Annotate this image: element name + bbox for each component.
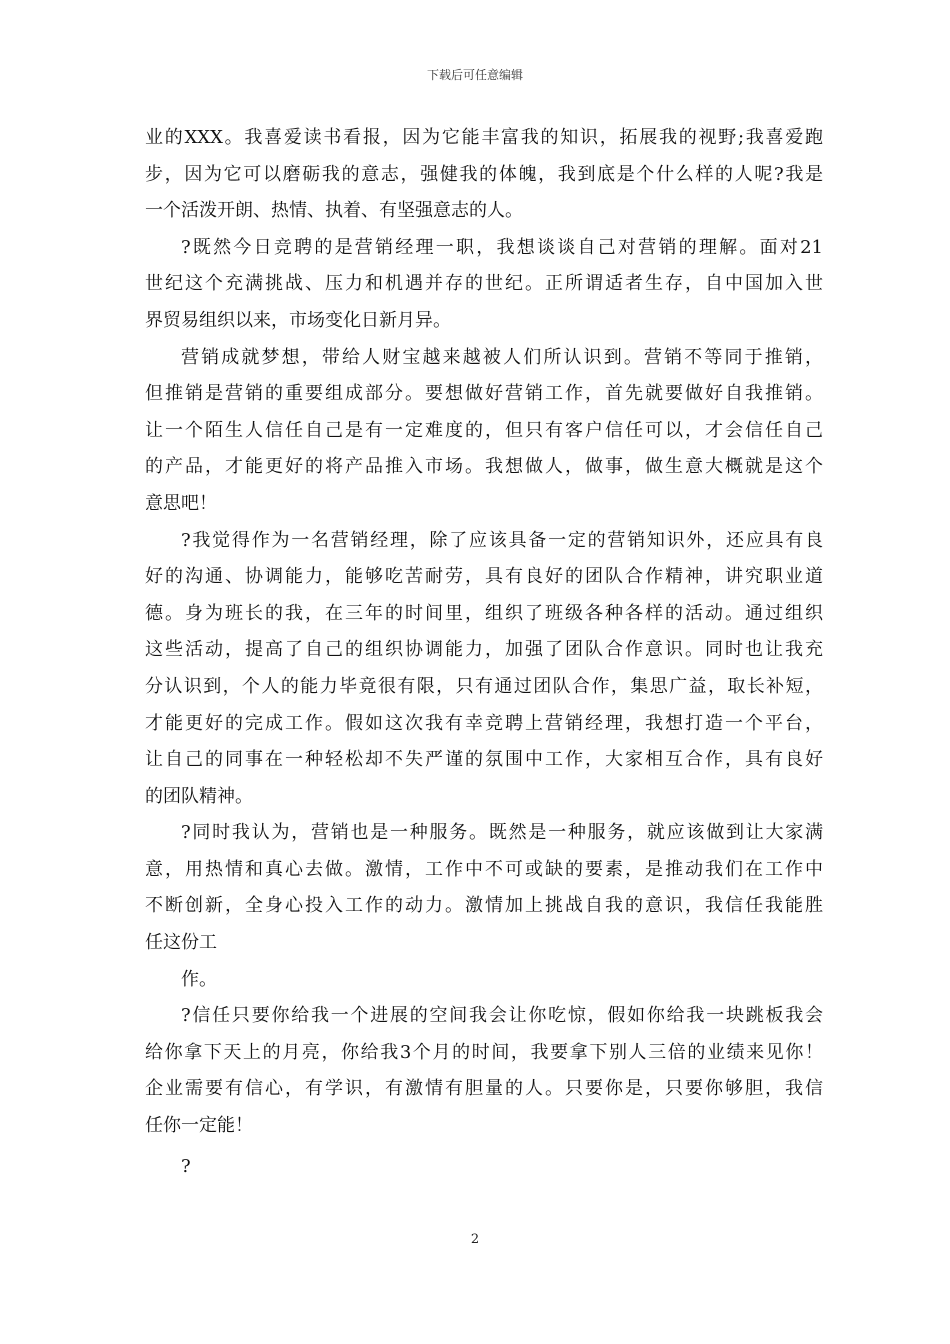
text-line: 营销成就梦想，带给人财宝越来越被人们所认识到。营销不等同于推销， (181, 346, 823, 368)
text-line: 意，用热情和真心去做。激情，工作中不可或缺的要素，是推动我们在工作中 (145, 858, 823, 880)
text-line: ?既然今日竞聘的是营销经理一职，我想谈谈自己对营销的理解。面对21 (181, 236, 823, 258)
text-line: 任这份工 (145, 932, 217, 954)
paragraph (145, 998, 823, 1144)
page-header: 下载后可任意编辑 (426, 68, 523, 82)
text-line: 任你一定能！ (145, 1115, 253, 1137)
text-line: 让一个陌生人信任自己是有一定难度的，但只有客户信任可以，才会信任自己 (145, 419, 823, 441)
text-line: 世纪这个充满挑战、压力和机遇并存的世纪。正所谓适者生存，自中国加入世 (145, 273, 823, 295)
text-line: 分认识到，个人的能力毕竟很有限，只有通过团队合作，集思广益，取长补短， (145, 675, 823, 697)
text-line: ? (181, 1155, 191, 1177)
paragraph (145, 340, 823, 523)
paragraph (145, 815, 823, 961)
text-line: ?同时我认为，营销也是一种服务。既然是一种服务，就应该做到让大家满 (181, 822, 823, 844)
text-line: 业的XXX。我喜爱读书看报，因为它能丰富我的知识，拓展我的视野;我喜爱跑 (145, 127, 823, 148)
text-line: 界贸易组织以来，市场变化日新月异。 (145, 309, 451, 331)
paragraph (145, 962, 823, 999)
text-line: 一个活泼开朗、热情、执着、有坚强意志的人。 (145, 200, 523, 222)
text-line: 才能更好的完成工作。假如这次我有幸竞聘上营销经理，我想打造一个平台， (145, 712, 823, 734)
document-body (145, 120, 823, 1185)
text-line: 的产品，才能更好的将产品推入市场。我想做人，做事，做生意大概就是这个 (145, 456, 823, 478)
text-line: ?我觉得作为一名营销经理，除了应该具备一定的营销知识外，还应具有良 (181, 529, 823, 551)
text-line: 但推销是营销的重要组成部分。要想做好营销工作，首先就要做好自我推销。 (145, 383, 823, 405)
text-line: 德。身为班长的我，在三年的时间里，组织了班级各种各样的活动。通过组织 (145, 602, 823, 624)
text-line: 步，因为它可以磨砺我的意志，强健我的体魄，我到底是个什么样的人呢?我是 (145, 163, 823, 185)
text-line: 的团队精神。 (145, 785, 253, 807)
text-line: 作。 (181, 968, 217, 990)
text-line: 好的沟通、协调能力，能够吃苦耐劳，具有良好的团队合作精神，讲究职业道 (145, 566, 823, 588)
paragraph (145, 1149, 823, 1186)
paragraph (145, 120, 823, 230)
paragraph (145, 230, 823, 340)
text-line: 让自己的同事在一种轻松却不失严谨的氛围中工作，大家相互合作，具有良好 (145, 749, 823, 771)
text-line: 企业需要有信心，有学识，有激情有胆量的人。只要你是，只要你够胆，我信 (145, 1078, 823, 1100)
paragraph (145, 523, 823, 816)
page-number: 2 (470, 1232, 480, 1247)
text-line: 不断创新，全身心投入工作的动力。激情加上挑战自我的意识，我信任我能胜 (145, 895, 823, 917)
text-line: ?信任只要你给我一个进展的空间我会让你吃惊，假如你给我一块跳板我会 (181, 1005, 823, 1027)
text-line: 这些活动，提高了自己的组织协调能力，加强了团队合作意识。同时也让我充 (145, 639, 823, 661)
text-line: 意思吧！ (145, 492, 217, 514)
text-line: 给你拿下天上的月亮，你给我3个月的时间，我要拿下别人三倍的业绩来见你！ (145, 1041, 823, 1063)
